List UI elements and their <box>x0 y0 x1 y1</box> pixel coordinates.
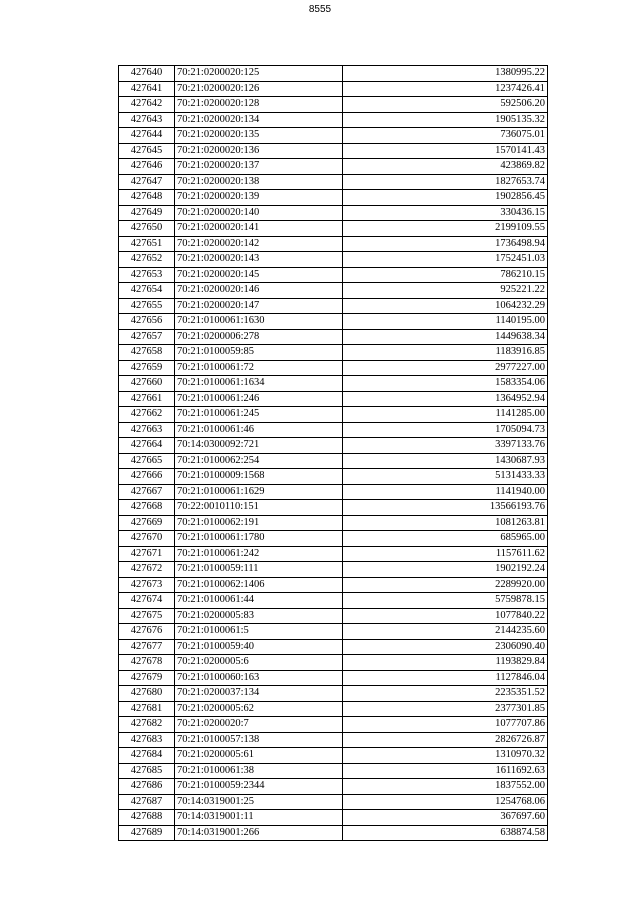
cadastral-number-cell: 70:21:0200020:139 <box>175 190 343 206</box>
cadastral-value-cell: 1157611.62 <box>343 546 548 562</box>
table-row <box>119 329 548 345</box>
row-number-cell: 427677 <box>119 639 175 655</box>
table-row <box>119 252 548 268</box>
cadastral-number-cell: 70:21:0200020:128 <box>175 97 343 113</box>
cadastral-number-cell: 70:21:0100061:242 <box>175 546 343 562</box>
row-number-cell: 427689 <box>119 825 175 841</box>
cadastral-value-cell: 1237426.41 <box>343 81 548 97</box>
table-row <box>119 112 548 128</box>
table-row <box>119 453 548 469</box>
table-row <box>119 779 548 795</box>
cadastral-number-cell: 70:21:0200020:147 <box>175 298 343 314</box>
table-row <box>119 267 548 283</box>
cadastral-number-cell: 70:21:0100061:245 <box>175 407 343 423</box>
cadastral-number-cell: 70:14:0319001:11 <box>175 810 343 826</box>
cadastral-value-cell: 1583354.06 <box>343 376 548 392</box>
row-number-cell: 427681 <box>119 701 175 717</box>
page-number: 8555 <box>308 4 332 15</box>
row-number-cell: 427652 <box>119 252 175 268</box>
cadastral-value-cell: 1430687.93 <box>343 453 548 469</box>
cadastral-number-cell: 70:21:0200020:137 <box>175 159 343 175</box>
cadastral-value-cell: 3397133.76 <box>343 438 548 454</box>
row-number-cell: 427657 <box>119 329 175 345</box>
table-row <box>119 825 548 841</box>
table-row <box>119 701 548 717</box>
cadastral-number-cell: 70:21:0200020:125 <box>175 66 343 82</box>
row-number-cell: 427666 <box>119 469 175 485</box>
table-row <box>119 624 548 640</box>
cadastral-number-cell: 70:21:0100061:38 <box>175 763 343 779</box>
cadastral-value-cell: 13566193.76 <box>343 500 548 516</box>
cadastral-number-cell: 70:21:0100009:1568 <box>175 469 343 485</box>
table-row <box>119 515 548 531</box>
row-number-cell: 427649 <box>119 205 175 221</box>
cadastral-number-cell: 70:21:0200020:138 <box>175 174 343 190</box>
cadastral-number-cell: 70:21:0100057:138 <box>175 732 343 748</box>
table-row <box>119 128 548 144</box>
row-number-cell: 427646 <box>119 159 175 175</box>
cadastral-number-cell: 70:21:0100059:111 <box>175 562 343 578</box>
table-row <box>119 314 548 330</box>
table-row <box>119 391 548 407</box>
cadastral-value-cell: 1077707.86 <box>343 717 548 733</box>
row-number-cell: 427656 <box>119 314 175 330</box>
table-row <box>119 298 548 314</box>
table-row <box>119 376 548 392</box>
row-number-cell: 427682 <box>119 717 175 733</box>
cadastral-value-cell: 1570141.43 <box>343 143 548 159</box>
table-row <box>119 593 548 609</box>
cadastral-number-cell: 70:22:0010110:151 <box>175 500 343 516</box>
table-row <box>119 810 548 826</box>
cadastral-value-cell: 1364952.94 <box>343 391 548 407</box>
cadastral-value-cell: 1736498.94 <box>343 236 548 252</box>
cadastral-number-cell: 70:21:0200037:134 <box>175 686 343 702</box>
table-row <box>119 546 548 562</box>
cadastral-value-cell: 2289920.00 <box>343 577 548 593</box>
row-number-cell: 427644 <box>119 128 175 144</box>
cadastral-value-cell: 1127846.04 <box>343 670 548 686</box>
table-row <box>119 345 548 361</box>
row-number-cell: 427676 <box>119 624 175 640</box>
row-number-cell: 427664 <box>119 438 175 454</box>
cadastral-value-cell: 1611692.63 <box>343 763 548 779</box>
row-number-cell: 427647 <box>119 174 175 190</box>
cadastral-value-cell: 1902856.45 <box>343 190 548 206</box>
table-row <box>119 174 548 190</box>
cadastral-number-cell: 70:21:0100060:163 <box>175 670 343 686</box>
cadastral-number-cell: 70:21:0200020:7 <box>175 717 343 733</box>
cadastral-value-cell: 786210.15 <box>343 267 548 283</box>
cadastral-number-cell: 70:21:0200020:146 <box>175 283 343 299</box>
cadastral-number-cell: 70:21:0200005:6 <box>175 655 343 671</box>
row-number-cell: 427680 <box>119 686 175 702</box>
row-number-cell: 427662 <box>119 407 175 423</box>
cadastral-value-cell: 2826726.87 <box>343 732 548 748</box>
table-row <box>119 221 548 237</box>
row-number-cell: 427654 <box>119 283 175 299</box>
cadastral-number-cell: 70:21:0100062:254 <box>175 453 343 469</box>
cadastral-value-cell: 1380995.22 <box>343 66 548 82</box>
table-row <box>119 562 548 578</box>
row-number-cell: 427659 <box>119 360 175 376</box>
cadastral-number-cell: 70:21:0100061:1629 <box>175 484 343 500</box>
row-number-cell: 427673 <box>119 577 175 593</box>
row-number-cell: 427686 <box>119 779 175 795</box>
cadastral-number-cell: 70:21:0200020:145 <box>175 267 343 283</box>
cadastral-value-cell: 1705094.73 <box>343 422 548 438</box>
cadastral-value-cell: 1310970.32 <box>343 748 548 764</box>
row-number-cell: 427667 <box>119 484 175 500</box>
cadastral-number-cell: 70:21:0100061:5 <box>175 624 343 640</box>
cadastral-number-cell: 70:21:0200020:143 <box>175 252 343 268</box>
cadastral-number-cell: 70:21:0200005:83 <box>175 608 343 624</box>
row-number-cell: 427645 <box>119 143 175 159</box>
row-number-cell: 427684 <box>119 748 175 764</box>
row-number-cell: 427675 <box>119 608 175 624</box>
cadastral-number-cell: 70:21:0200020:126 <box>175 81 343 97</box>
cadastral-number-cell: 70:14:0300092:721 <box>175 438 343 454</box>
row-number-cell: 427669 <box>119 515 175 531</box>
table-row <box>119 655 548 671</box>
table-row <box>119 407 548 423</box>
cadastral-value-cell: 1141285.00 <box>343 407 548 423</box>
table-row <box>119 283 548 299</box>
cadastral-number-cell: 70:21:0100062:1406 <box>175 577 343 593</box>
table-row <box>119 639 548 655</box>
table-row <box>119 577 548 593</box>
row-number-cell: 427687 <box>119 794 175 810</box>
cadastral-number-cell: 70:21:0200020:142 <box>175 236 343 252</box>
cadastral-value-cell: 423869.82 <box>343 159 548 175</box>
cadastral-value-cell: 925221.22 <box>343 283 548 299</box>
table-row <box>119 236 548 252</box>
table-row <box>119 422 548 438</box>
cadastral-value-cell: 1752451.03 <box>343 252 548 268</box>
cadastral-value-cell: 1064232.29 <box>343 298 548 314</box>
cadastral-number-cell: 70:21:0100061:246 <box>175 391 343 407</box>
cadastral-number-cell: 70:21:0200006:278 <box>175 329 343 345</box>
table-row <box>119 205 548 221</box>
cadastral-number-cell: 70:21:0200020:140 <box>175 205 343 221</box>
cadastral-value-cell: 1081263.81 <box>343 515 548 531</box>
cadastral-number-cell: 70:21:0100062:191 <box>175 515 343 531</box>
cadastral-value-cell: 2306090.40 <box>343 639 548 655</box>
cadastral-value-cell: 638874.58 <box>343 825 548 841</box>
table-row <box>119 500 548 516</box>
cadastral-value-cell: 1141940.00 <box>343 484 548 500</box>
cadastral-value-cell: 1837552.00 <box>343 779 548 795</box>
table-row <box>119 159 548 175</box>
cadastral-number-cell: 70:14:0319001:25 <box>175 794 343 810</box>
cadastral-number-cell: 70:14:0319001:266 <box>175 825 343 841</box>
row-number-cell: 427688 <box>119 810 175 826</box>
row-number-cell: 427661 <box>119 391 175 407</box>
row-number-cell: 427683 <box>119 732 175 748</box>
table-row <box>119 469 548 485</box>
cadastral-value-cell: 5131433.33 <box>343 469 548 485</box>
row-number-cell: 427672 <box>119 562 175 578</box>
cadastral-number-cell: 70:21:0100061:44 <box>175 593 343 609</box>
row-number-cell: 427679 <box>119 670 175 686</box>
row-number-cell: 427651 <box>119 236 175 252</box>
cadastral-value-cell: 2977227.00 <box>343 360 548 376</box>
row-number-cell: 427665 <box>119 453 175 469</box>
table-row <box>119 66 548 82</box>
row-number-cell: 427640 <box>119 66 175 82</box>
row-number-cell: 427685 <box>119 763 175 779</box>
row-number-cell: 427663 <box>119 422 175 438</box>
cadastral-value-cell: 367697.60 <box>343 810 548 826</box>
cadastral-value-cell: 1183916.85 <box>343 345 548 361</box>
row-number-cell: 427648 <box>119 190 175 206</box>
table-row <box>119 190 548 206</box>
cadastral-number-cell: 70:21:0100061:1634 <box>175 376 343 392</box>
cadastral-number-cell: 70:21:0100059:85 <box>175 345 343 361</box>
cadastral-value-cell: 2144235.60 <box>343 624 548 640</box>
cadastral-value-cell: 1077840.22 <box>343 608 548 624</box>
row-number-cell: 427650 <box>119 221 175 237</box>
table-row <box>119 81 548 97</box>
cadastral-value-cell: 2199109.55 <box>343 221 548 237</box>
cadastral-number-cell: 70:21:0100061:1780 <box>175 531 343 547</box>
cadastral-value-cell: 1827653.74 <box>343 174 548 190</box>
cadastral-value-cell: 2377301.85 <box>343 701 548 717</box>
row-number-cell: 427678 <box>119 655 175 671</box>
cadastral-number-cell: 70:21:0200005:62 <box>175 701 343 717</box>
row-number-cell: 427641 <box>119 81 175 97</box>
table-row <box>119 686 548 702</box>
cadastral-value-cell: 330436.15 <box>343 205 548 221</box>
cadastral-value-cell: 1140195.00 <box>343 314 548 330</box>
row-number-cell: 427668 <box>119 500 175 516</box>
table-row <box>119 531 548 547</box>
table-row <box>119 732 548 748</box>
row-number-cell: 427643 <box>119 112 175 128</box>
row-number-cell: 427671 <box>119 546 175 562</box>
cadastral-value-cell: 592506.20 <box>343 97 548 113</box>
cadastral-number-cell: 70:21:0200020:135 <box>175 128 343 144</box>
cadastral-value-cell: 736075.01 <box>343 128 548 144</box>
table-row <box>119 670 548 686</box>
row-number-cell: 427674 <box>119 593 175 609</box>
row-number-cell: 427658 <box>119 345 175 361</box>
cadastral-number-cell: 70:21:0100059:2344 <box>175 779 343 795</box>
table-row <box>119 438 548 454</box>
table-row <box>119 143 548 159</box>
cadastral-value-cell: 1254768.06 <box>343 794 548 810</box>
table-row <box>119 608 548 624</box>
row-number-cell: 427660 <box>119 376 175 392</box>
cadastral-value-cell: 5759878.15 <box>343 593 548 609</box>
cadastral-number-cell: 70:21:0100061:72 <box>175 360 343 376</box>
row-number-cell: 427670 <box>119 531 175 547</box>
cadastral-value-cell: 1905135.32 <box>343 112 548 128</box>
cadastral-value-cell: 2235351.52 <box>343 686 548 702</box>
row-number-cell: 427653 <box>119 267 175 283</box>
cadastral-value-cell: 1193829.84 <box>343 655 548 671</box>
cadastral-number-cell: 70:21:0100061:46 <box>175 422 343 438</box>
table-row <box>119 794 548 810</box>
cadastral-number-cell: 70:21:0200020:136 <box>175 143 343 159</box>
row-number-cell: 427655 <box>119 298 175 314</box>
row-number-cell: 427642 <box>119 97 175 113</box>
cadastral-number-cell: 70:21:0200005:61 <box>175 748 343 764</box>
cadastral-number-cell: 70:21:0100061:1630 <box>175 314 343 330</box>
cadastral-number-cell: 70:21:0200020:134 <box>175 112 343 128</box>
registry-table-body <box>119 66 548 841</box>
cadastral-number-cell: 70:21:0200020:141 <box>175 221 343 237</box>
cadastral-value-cell: 685965.00 <box>343 531 548 547</box>
table-row <box>119 748 548 764</box>
table-row <box>119 763 548 779</box>
registry-table <box>118 65 548 841</box>
cadastral-number-cell: 70:21:0100059:40 <box>175 639 343 655</box>
table-row <box>119 97 548 113</box>
cadastral-value-cell: 1449638.34 <box>343 329 548 345</box>
table-row <box>119 484 548 500</box>
cadastral-value-cell: 1902192.24 <box>343 562 548 578</box>
table-row <box>119 360 548 376</box>
table-row <box>119 717 548 733</box>
